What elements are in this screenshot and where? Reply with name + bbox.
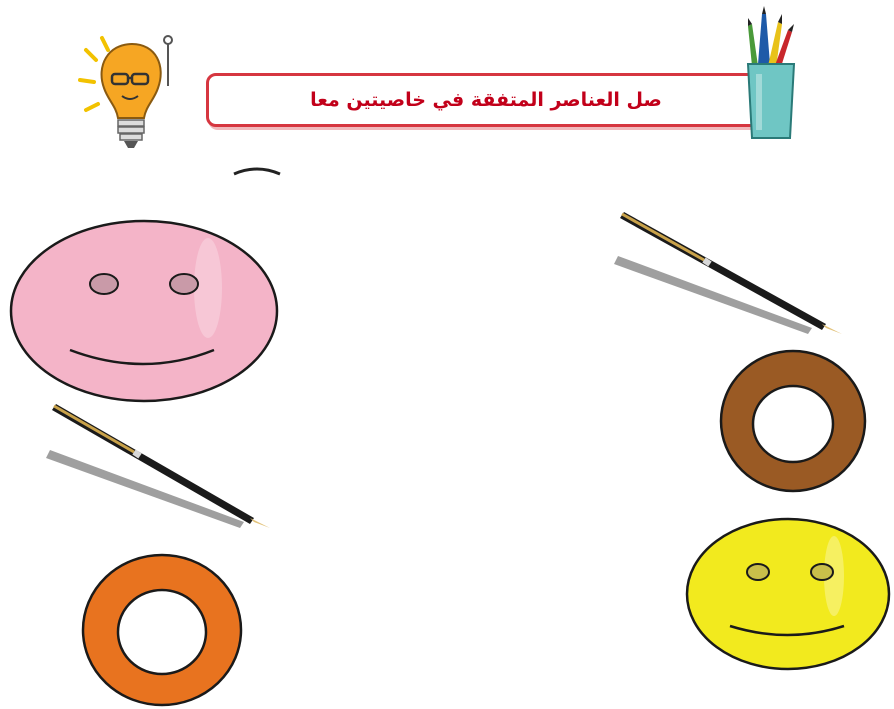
pen-icon (612, 208, 848, 338)
pen-icon (44, 400, 276, 530)
pink-smiley-face[interactable] (8, 218, 280, 404)
brown-ring[interactable] (718, 348, 868, 494)
divider-arc (232, 164, 282, 176)
orange-ring[interactable] (80, 552, 244, 708)
title-banner (206, 73, 766, 127)
yellow-smiley-face[interactable] (684, 516, 892, 672)
worksheet-title: صل العناصر المتفقة في خاصيتين معا (310, 89, 662, 111)
pencil-cup-icon (738, 4, 808, 144)
lightbulb-icon (72, 30, 192, 160)
